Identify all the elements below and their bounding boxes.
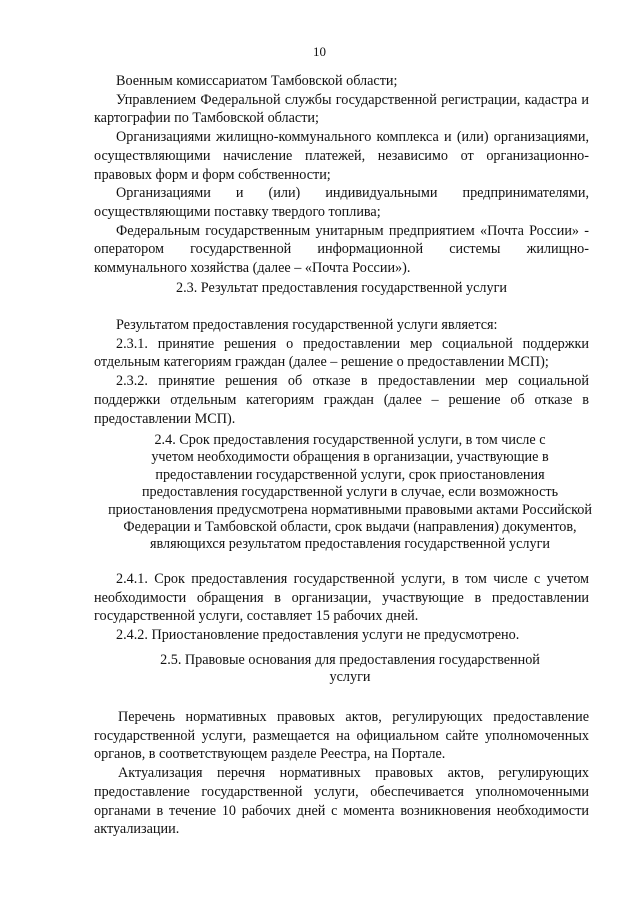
section-2-4-heading	[100, 432, 600, 554]
list-item: Военным комиссариатом Тамбовской области;	[116, 73, 398, 89]
section-2-3-body	[94, 316, 589, 428]
section-2-5-heading	[100, 652, 600, 687]
section-2-4-body	[94, 570, 589, 645]
heading-line: являющихся результатом предоставления государственной услуги	[149, 536, 551, 553]
organizations-list	[94, 72, 589, 278]
list-item: Организациями и (или) индивидуальными предпринимателями, осуществляющими поставку твердого топлива;	[94, 185, 589, 220]
heading-line: Федерации и Тамбовской области, срок выдачи (направления) документов,	[123, 519, 577, 536]
list-item: 2.4.2. Приостановление предоставления услуги не предусмотрено.	[116, 627, 520, 644]
page-number: 10	[313, 44, 326, 59]
heading-line: предоставления государственной услуги в случае, если возможность	[141, 484, 559, 501]
paragraph: Результатом предоставления государственной услуги является:	[116, 317, 498, 333]
list-item: 2.3.2. принятие решения об отказе в предоставлении мер социальной поддержки отдельным категориям граждан (далее – решение об отказе в предоставлении МСП).	[94, 373, 589, 427]
section-2-3-heading-wrap	[94, 279, 589, 298]
section-2-5-body	[94, 708, 589, 839]
paragraph: Актуализация перечня нормативных правовых актов, регулирующих предоставление государственной услуги, обеспечивается уполномоченными органами в течение 10 рабочих дней с момента возникновения необходимости актуализации.	[94, 765, 589, 838]
section-heading: 2.3. Результат предоставления государственной услуги	[175, 280, 508, 296]
heading-line: 2.4. Срок предоставления государственной услуги, в том числе с	[154, 432, 546, 448]
list-item: 2.3.1. принятие решения о предоставлении мер социальной поддержки отдельным категориям граждан (далее – решение о предоставлении МСП);	[94, 335, 589, 371]
paragraph: Перечень нормативных правовых актов, регулирующих предоставление государственной услуги, размещается на официальном сайте уполномоченных органов, в соответствующем разделе Реестра, на Портале.	[94, 709, 589, 763]
list-item: Организациями жилищно-коммунального комплекса и (или) организациями, осуществляющими начисление платежей, независимо от организационно-правовых форм и форм собственности;	[94, 129, 589, 183]
list-item: Федеральным государственным унитарным предприятием «Почта России» - оператором государственной информационной системы жилищно-коммунального хозяйства (далее – «Почта России»).	[94, 222, 589, 277]
heading-line: учетом необходимости обращения в организации, участвующие в	[151, 449, 549, 466]
heading-line: 2.5. Правовые основания для предоставления государственной	[160, 652, 540, 668]
heading-line: приостановления предусмотрена нормативными правовыми актами Российской	[108, 501, 592, 518]
heading-line: услуги	[329, 669, 371, 686]
heading-line: предоставлении государственной услуги, срок приостановления	[155, 466, 545, 483]
list-item: 2.4.1. Срок предоставления государственной услуги, в том числе с учетом необходимости обращения в организации, участвующие в предоставлении государственной услуги, составляет 15 рабочих дней.	[94, 571, 589, 625]
list-item: Управлением Федеральной службы государственной регистрации, кадастра и картографии по Тамбовской области;	[94, 91, 589, 127]
